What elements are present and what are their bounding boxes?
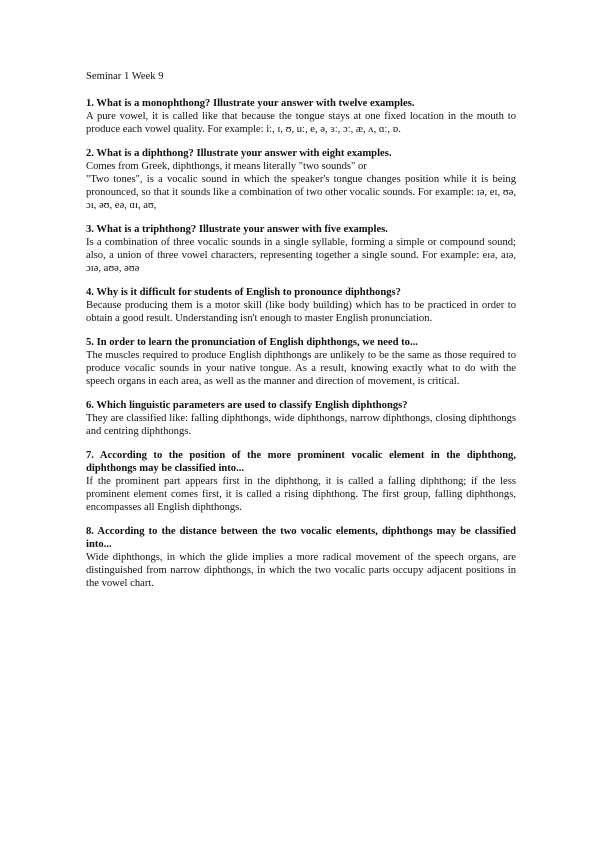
section-1 <box>86 97 516 136</box>
answer-7-line: If the prominent part appears first in the diphthong, it is called a falling diphthong; if the less prominent element comes first, it is called a rising diphthong. The first group, falling diphthongs, encompasses all English diphthongs. <box>86 476 516 513</box>
answer-5-line: The muscles required to produce English diphthongs are unlikely to be the same as those required to produce vocalic sounds in your native tongue. As a result, knowing exactly what to do with the speech organs in each area, as well as the manner and direction of movement, is critical. <box>86 350 516 387</box>
section-2 <box>86 147 516 212</box>
answer-3-line: Is a combination of three vocalic sounds in a single syllable, forming a simple or compound sound; also, a union of three vowel characters, representing together a single sound. For example: eɪə, aɪə, ɔɪə, aʊə, əʊə <box>86 237 516 274</box>
answer-1 <box>86 110 516 136</box>
answer-6-line: They are classified like: falling diphthongs, wide diphthongs, narrow diphthongs, closing diphthongs and centring diphthongs. <box>86 413 516 437</box>
section-6 <box>86 399 516 438</box>
answer-6 <box>86 412 516 438</box>
document-page <box>86 70 516 601</box>
question-7: 7. According to the position of the more prominent vocalic element in the diphthong, diphthongs may be classified into... <box>86 450 516 474</box>
answer-2-line-2: "Two tones", is a vocalic sound in which the speaker's tongue changes position while it is being pronounced, so that it sounds like a combination of two other vocalic sounds. For example: ɪə, eɪ, ʊə, ɔɪ, əʊ, eə, ɑɪ, aʊ, <box>86 174 516 211</box>
question-3: 3. What is a triphthong? Illustrate your answer with five examples. <box>86 224 388 235</box>
answer-4 <box>86 299 516 325</box>
question-1: 1. What is a monophthong? Illustrate your answer with twelve examples. <box>86 98 415 109</box>
section-4 <box>86 286 516 325</box>
document-header: Seminar 1 Week 9 <box>86 71 164 82</box>
answer-2 <box>86 160 516 212</box>
answer-1-line: A pure vowel, it is called like that because the tongue stays at one fixed location in the mouth to produce each vowel quality. For example: iː, ɪ, ʊ, uː, e, ə, ɜː, ɔː, æ, ʌ, ɑː, ɒ. <box>86 111 516 135</box>
question-4: 4. Why is it difficult for students of English to pronounce diphthongs? <box>86 287 401 298</box>
question-8: 8. According to the distance between the two vocalic elements, diphthongs may be classified into... <box>86 526 516 550</box>
section-7 <box>86 449 516 514</box>
answer-7 <box>86 475 516 514</box>
section-3 <box>86 223 516 275</box>
answer-3 <box>86 236 516 275</box>
answer-8-line: Wide diphthongs, in which the glide implies a more radical movement of the speech organs, are distinguished from narrow diphthongs, in which the two vocalic parts occupy adjacent positions in the vowel chart. <box>86 552 516 589</box>
answer-5 <box>86 349 516 388</box>
question-6: 6. Which linguistic parameters are used to classify English diphthongs? <box>86 400 408 411</box>
answer-2-line-1: Comes from Greek, diphthongs, it means literally "two sounds" or <box>86 161 367 172</box>
question-5: 5. In order to learn the pronunciation of English diphthongs, we need to... <box>86 337 418 348</box>
answer-8 <box>86 551 516 590</box>
section-8 <box>86 525 516 590</box>
question-2: 2. What is a diphthong? Illustrate your answer with eight examples. <box>86 148 392 159</box>
answer-4-line: Because producing them is a motor skill (like body building) which has to be practiced in order to obtain a good result. Understanding isn't enough to master English pronunciation. <box>86 300 516 324</box>
section-5 <box>86 336 516 388</box>
